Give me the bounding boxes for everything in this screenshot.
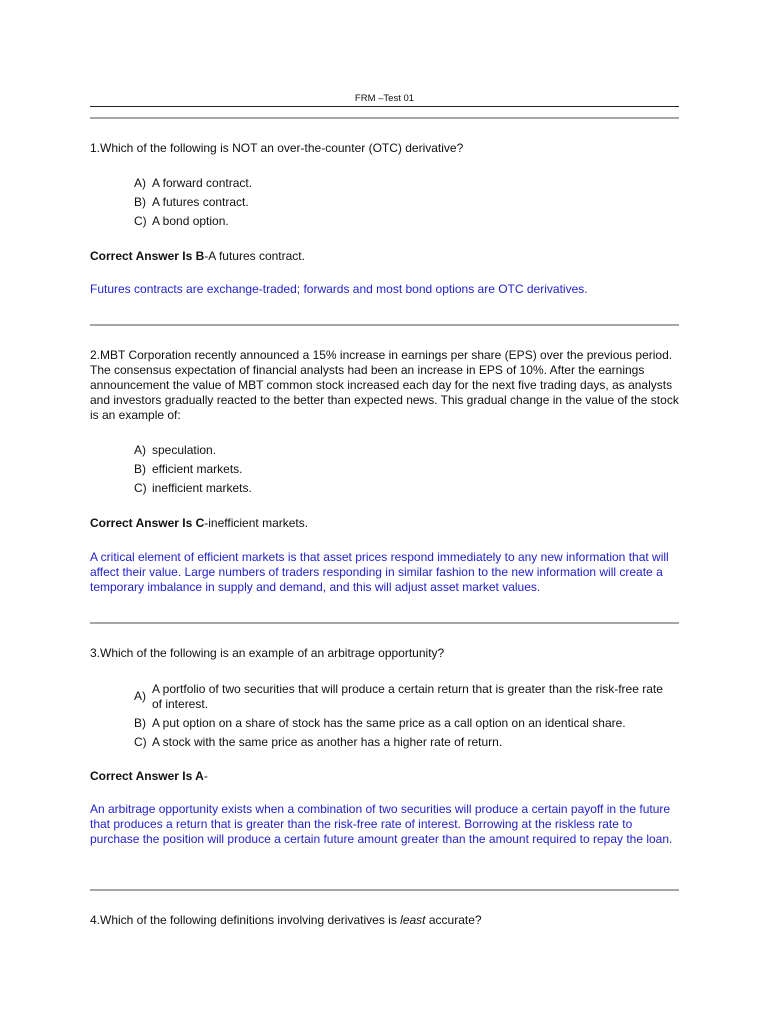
answer-label: Correct Answer Is B bbox=[90, 249, 205, 263]
option-a bbox=[134, 176, 674, 195]
section-divider bbox=[90, 889, 679, 891]
section-divider bbox=[90, 117, 679, 119]
explanation-3: An arbitrage opportunity exists when a combination of two securities will produce a certain payoff in the future that produces a return that is greater than the risk-free rate of interest. Borrowing at the riskless rate to purchase the position will produce a certain future amount greater than the amount required to repay the loan. bbox=[90, 802, 673, 846]
header-rule bbox=[90, 106, 679, 107]
question-4-emphasis: least bbox=[400, 913, 426, 927]
option-text: A put option on a share of stock has the same price as a call option on an identical share. bbox=[152, 716, 626, 730]
option-letter: C) bbox=[134, 481, 147, 495]
option-c bbox=[134, 214, 674, 233]
option-b bbox=[134, 195, 674, 214]
option-text: inefficient markets. bbox=[152, 481, 252, 495]
section-divider bbox=[90, 324, 679, 326]
explanation-2: A critical element of efficient markets is that asset prices respond immediately to any new information that will affect their value. Large numbers of traders responding in similar fashion to the new information will create a temporary imbalance in supply and demand, and this will adjust asset market values. bbox=[90, 550, 669, 594]
question-4 bbox=[90, 913, 680, 928]
answer-label: Correct Answer Is A bbox=[90, 769, 204, 783]
question-3-options bbox=[134, 682, 674, 754]
answer-text: -inefficient markets. bbox=[204, 516, 309, 530]
explanation-1: Futures contracts are exchange-traded; forwards and most bond options are OTC derivatives. bbox=[90, 282, 588, 296]
option-letter: C) bbox=[134, 214, 147, 228]
correct-answer-3 bbox=[90, 769, 680, 784]
question-2: 2.MBT Corporation recently announced a 15% increase in earnings per share (EPS) over the previous period. The consensus expectation of financial analysts had been an increase in EPS of 10%. After the earnings announcement the value of MBT common stock increased each day for the next five trading days, as analysts and investors gradually reacted to the better than expected news. This gradual change in the value of the stock is an example of: bbox=[90, 348, 679, 422]
question-1-options bbox=[134, 176, 674, 233]
option-text: A futures contract. bbox=[152, 195, 249, 209]
option-b bbox=[134, 462, 674, 481]
option-text: efficient markets. bbox=[152, 462, 243, 476]
question-4-text-before: 4.Which of the following definitions involving derivatives is bbox=[90, 913, 401, 927]
answer-text: -A futures contract. bbox=[204, 249, 305, 263]
option-letter: B) bbox=[134, 462, 146, 476]
option-b bbox=[134, 716, 674, 735]
option-letter: A) bbox=[134, 689, 146, 703]
correct-answer-1 bbox=[90, 249, 680, 264]
question-2-options bbox=[134, 443, 674, 500]
page-header: FRM –Test 01 bbox=[354, 93, 415, 104]
question-1: 1.Which of the following is NOT an over-the-counter (OTC) derivative? bbox=[90, 141, 464, 155]
question-3: 3.Which of the following is an example of an arbitrage opportunity? bbox=[90, 646, 445, 660]
option-c bbox=[134, 481, 674, 500]
option-letter: A) bbox=[134, 443, 146, 457]
option-a bbox=[134, 443, 674, 462]
option-text: A portfolio of two securities that will produce a certain return that is greater than the risk-free rate of interest. bbox=[152, 682, 663, 711]
option-text: A forward contract. bbox=[152, 176, 253, 190]
option-letter: B) bbox=[134, 716, 146, 730]
option-text: A bond option. bbox=[152, 214, 229, 228]
correct-answer-2 bbox=[90, 516, 680, 531]
answer-text: - bbox=[203, 769, 208, 783]
option-c bbox=[134, 735, 674, 754]
option-letter: C) bbox=[134, 735, 147, 749]
answer-label: Correct Answer Is C bbox=[90, 516, 205, 530]
question-4-text-after: accurate? bbox=[425, 913, 482, 927]
section-divider bbox=[90, 622, 679, 624]
option-a bbox=[134, 682, 674, 716]
option-letter: A) bbox=[134, 176, 146, 190]
option-text: speculation. bbox=[152, 443, 217, 457]
option-text: A stock with the same price as another has a higher rate of return. bbox=[152, 735, 503, 749]
option-letter: B) bbox=[134, 195, 146, 209]
